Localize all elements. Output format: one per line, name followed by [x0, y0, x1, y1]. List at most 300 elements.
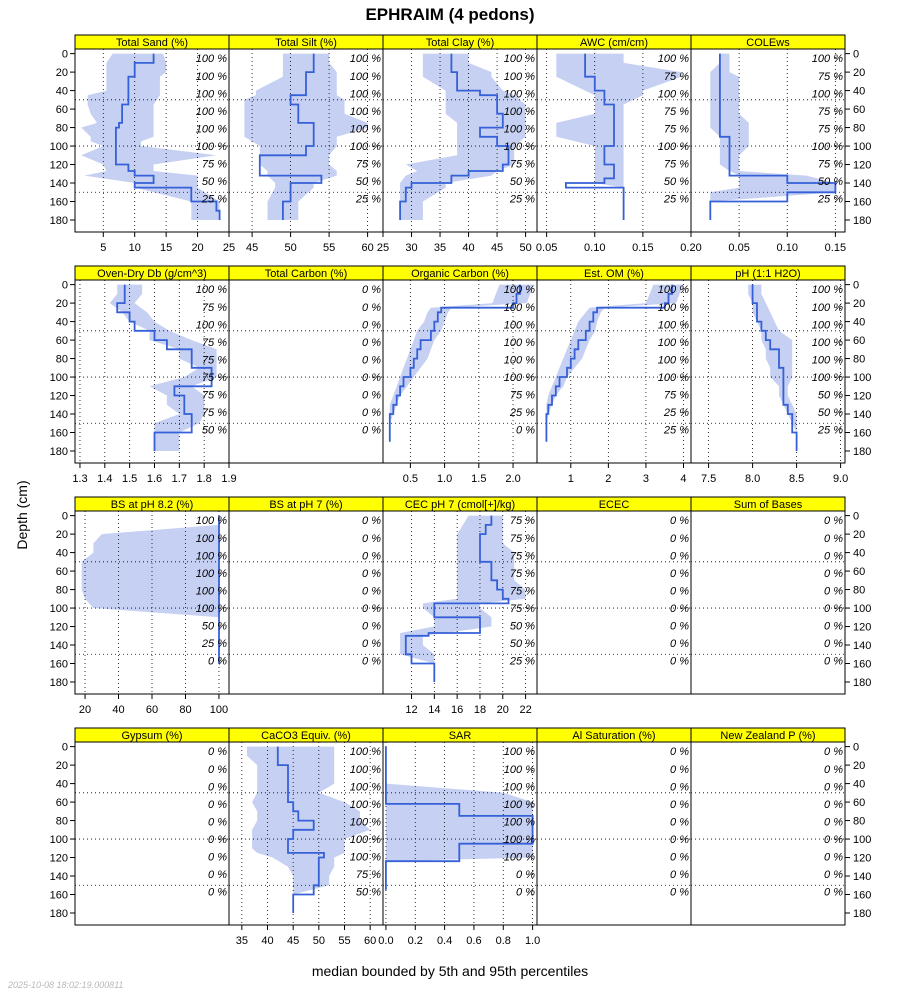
x-tick-label: 40 [261, 935, 274, 947]
x-tick-label: 0.8 [495, 935, 511, 947]
panel-17 [378, 728, 540, 947]
contributing-fraction: 0 % [362, 620, 381, 633]
y-tick-label-left: 120 [49, 390, 68, 403]
contributing-fraction: 100 % [349, 781, 381, 794]
panel-1 [229, 35, 383, 254]
contributing-fraction: 100 % [657, 372, 689, 385]
y-tick-label-right: 80 [853, 815, 866, 828]
contributing-fraction: 100 % [503, 105, 535, 118]
y-tick-label-left: 60 [55, 104, 68, 117]
panel-strip-label: Total Silt (%) [275, 37, 337, 49]
y-tick-label-right: 180 [853, 676, 872, 689]
contributing-fraction: 100 % [811, 336, 843, 349]
contributing-fraction: 0 % [670, 834, 689, 847]
x-tick-label: 60 [364, 935, 377, 947]
y-tick-label-right: 160 [853, 196, 872, 209]
y-tick-label-left: 180 [49, 907, 68, 920]
contributing-fraction: 75 % [509, 532, 535, 545]
x-tick-label: 80 [179, 704, 192, 716]
x-tick-label: 35 [433, 242, 447, 254]
contributing-fraction: 100 % [349, 746, 381, 759]
x-tick-label: 3 [642, 473, 649, 485]
x-tick-label: 1.4 [97, 473, 113, 485]
contributing-fraction: 100 % [503, 781, 535, 794]
contributing-fraction: 0 % [824, 585, 843, 598]
contributing-fraction: 100 % [811, 319, 843, 332]
x-tick-label: 1.0 [436, 473, 453, 485]
y-tick-label-right: 60 [853, 335, 866, 348]
contributing-fraction: 75 % [509, 515, 535, 528]
x-tick-label: 20 [496, 704, 509, 716]
contributing-fraction: 100 % [195, 70, 227, 83]
contributing-fraction: 0 % [670, 638, 689, 651]
x-tick-label: 0.20 [680, 242, 702, 254]
contributing-fraction: 0 % [362, 336, 381, 349]
contributing-fraction: 0 % [516, 869, 535, 882]
contributing-fraction: 100 % [503, 763, 535, 776]
x-tick-label: 22 [519, 704, 532, 716]
y-tick-label-right: 160 [853, 427, 872, 440]
contributing-fraction: 0 % [362, 567, 381, 580]
contributing-fraction: 0 % [824, 655, 843, 668]
panel-strip-label: Total Carbon (%) [264, 268, 348, 280]
contributing-fraction: 75 % [509, 585, 535, 598]
contributing-fraction: 50 % [509, 638, 535, 651]
y-tick-label-left: 40 [55, 547, 68, 560]
x-tick-label: 1.7 [171, 473, 187, 485]
contributing-fraction: 0 % [824, 834, 843, 847]
contributing-fraction: 75 % [509, 550, 535, 563]
contributing-fraction: 75 % [201, 389, 227, 402]
contributing-fraction: 25 % [201, 638, 227, 651]
contributing-fraction: 0 % [670, 550, 689, 563]
panel-border [229, 280, 383, 463]
x-tick-label: 55 [338, 935, 351, 947]
panel-strip-label: Oven-Dry Db (g/cm^3) [97, 268, 207, 280]
y-tick-label-left: 140 [49, 178, 68, 191]
panel-strip-label: pH (1:1 H2O) [735, 268, 801, 280]
panel-strip-label: BS at pH 8.2 (%) [110, 499, 194, 511]
contributing-fraction: 0 % [824, 620, 843, 633]
contributing-fraction: 50 % [817, 407, 843, 420]
contributing-fraction: 0 % [670, 781, 689, 794]
panel-5 [72, 266, 236, 485]
y-tick-label-right: 120 [853, 390, 872, 403]
contributing-fraction: 0 % [208, 869, 227, 882]
x-tick-label: 1.5 [121, 473, 138, 485]
y-tick-label-left: 160 [49, 196, 68, 209]
x-tick-label: 8.5 [788, 473, 805, 485]
x-tick-label: 25 [222, 242, 236, 254]
contributing-fraction: 0 % [670, 655, 689, 668]
contributing-fraction: 50 % [509, 176, 535, 189]
x-tick-label: 35 [235, 935, 248, 947]
y-tick-label-left: 160 [49, 427, 68, 440]
contributing-fraction: 100 % [349, 53, 381, 66]
contributing-fraction: 25 % [509, 193, 535, 206]
y-tick-label-left: 20 [55, 760, 68, 773]
percentile-band [748, 285, 796, 451]
contributing-fraction: 100 % [811, 53, 843, 66]
contributing-fraction: 100 % [811, 284, 843, 297]
contributing-fraction: 100 % [349, 816, 381, 829]
x-tick-label: 1.8 [196, 473, 212, 485]
contributing-fraction: 100 % [349, 105, 381, 118]
contributing-fraction: 0 % [362, 319, 381, 332]
contributing-fraction: 0 % [208, 763, 227, 776]
x-tick-label: 9.0 [832, 473, 849, 485]
contributing-fraction: 100 % [349, 834, 381, 847]
x-tick-label: 0.15 [824, 242, 847, 254]
panel-15 [75, 728, 229, 925]
y-tick-label-right: 180 [853, 445, 872, 458]
panel-border [537, 511, 691, 694]
x-tick-label: 20 [191, 242, 204, 254]
y-tick-label-right: 0 [853, 741, 860, 754]
contributing-fraction: 0 % [824, 746, 843, 759]
y-tick-label-left: 0 [61, 48, 68, 61]
contributing-fraction: 100 % [349, 123, 381, 136]
contributing-fraction: 0 % [670, 816, 689, 829]
x-axis-label: median bounded by 5th and 95th percentiles [311, 963, 589, 979]
contributing-fraction: 100 % [195, 123, 227, 136]
contributing-fraction: 100 % [195, 284, 227, 297]
y-tick-label-right: 0 [853, 510, 860, 523]
x-tick-label: 45 [490, 242, 504, 254]
panel-strip-label: Al Saturation (%) [572, 730, 656, 742]
x-tick-label: 7.5 [700, 473, 717, 485]
contributing-fraction: 100 % [657, 301, 689, 314]
panel-strip-label: SAR [448, 730, 472, 742]
panel-2 [377, 35, 537, 254]
contributing-fraction: 0 % [362, 389, 381, 402]
contributing-fraction: 75 % [663, 123, 689, 136]
contributing-fraction: 0 % [362, 655, 381, 668]
contributing-fraction: 0 % [670, 869, 689, 882]
panel-12 [383, 497, 537, 716]
panel-strip-label: Sum of Bases [733, 499, 803, 511]
contributing-fraction: 100 % [503, 746, 535, 759]
panel-border [537, 742, 691, 925]
contributing-fraction: 100 % [503, 798, 535, 811]
contributing-fraction: 0 % [362, 372, 381, 385]
contributing-fraction: 75 % [509, 158, 535, 171]
contributing-fraction: 0 % [824, 816, 843, 829]
x-tick-label: 0.2 [407, 935, 423, 947]
y-tick-label-right: 40 [853, 778, 866, 791]
contributing-fraction: 0 % [208, 798, 227, 811]
contributing-fraction: 100 % [503, 851, 535, 864]
contributing-fraction: 75 % [201, 158, 227, 171]
contributing-fraction: 0 % [670, 603, 689, 616]
x-tick-label: 8.0 [744, 473, 761, 485]
contributing-fraction: 100 % [811, 372, 843, 385]
x-tick-label: 30 [405, 242, 418, 254]
x-tick-label: 45 [245, 242, 259, 254]
y-tick-label-right: 100 [853, 141, 872, 154]
panel-9 [691, 266, 848, 485]
contributing-fraction: 100 % [195, 585, 227, 598]
y-tick-label-right: 100 [853, 834, 872, 847]
contributing-fraction: 100 % [349, 88, 381, 101]
contributing-fraction: 75 % [201, 407, 227, 420]
contributing-fraction: 75 % [509, 603, 535, 616]
x-tick-label: 1.0 [524, 935, 541, 947]
y-tick-label-right: 0 [853, 279, 860, 292]
x-tick-label: 0.15 [632, 242, 654, 254]
y-tick-label-right: 20 [853, 298, 866, 311]
y-tick-label-right: 160 [853, 889, 872, 902]
panel-border [229, 511, 383, 694]
contributing-fraction: 100 % [503, 834, 535, 847]
contributing-fraction: 0 % [362, 638, 381, 651]
contributing-fraction: 0 % [670, 567, 689, 580]
contributing-fraction: 0 % [824, 638, 843, 651]
panel-13 [537, 497, 691, 694]
contributing-fraction: 25 % [201, 193, 227, 206]
contributing-fraction: 0 % [362, 585, 381, 598]
contributing-fraction: 100 % [195, 319, 227, 332]
x-tick-label: 0.4 [436, 935, 453, 947]
x-tick-label: 60 [145, 704, 159, 716]
x-tick-label: 50 [284, 242, 297, 254]
contributing-fraction: 25 % [509, 655, 535, 668]
x-tick-label: 25 [376, 242, 390, 254]
contributing-fraction: 50 % [355, 886, 381, 899]
contributing-fraction: 75 % [355, 869, 381, 882]
contributing-fraction: 100 % [503, 336, 535, 349]
y-tick-label-right: 20 [853, 760, 866, 773]
panel-0 [75, 35, 235, 254]
y-tick-label-left: 80 [55, 815, 68, 828]
contributing-fraction: 0 % [824, 798, 843, 811]
contributing-fraction: 100 % [657, 354, 689, 367]
panel-3 [536, 35, 702, 254]
y-tick-label-left: 120 [49, 159, 68, 172]
y-tick-label-left: 100 [49, 603, 68, 616]
x-tick-label: 50 [312, 935, 325, 947]
contributing-fraction: 100 % [811, 88, 843, 101]
x-tick-label: 2.0 [505, 473, 521, 485]
y-tick-label-right: 60 [853, 104, 866, 117]
contributing-fraction: 0 % [208, 851, 227, 864]
contributing-fraction: 75 % [201, 354, 227, 367]
x-tick-label: 0.10 [584, 242, 606, 254]
contributing-fraction: 0 % [670, 763, 689, 776]
x-tick-label: 1.3 [72, 473, 88, 485]
y-tick-label-left: 60 [55, 566, 68, 579]
contributing-fraction: 100 % [657, 319, 689, 332]
contributing-fraction: 100 % [349, 141, 381, 154]
contributing-fraction: 75 % [663, 70, 689, 83]
y-tick-label-left: 60 [55, 335, 68, 348]
contributing-fraction: 25 % [663, 407, 689, 420]
contributing-fraction: 0 % [208, 816, 227, 829]
contributing-fraction: 100 % [195, 141, 227, 154]
x-tick-label: 12 [405, 704, 418, 716]
contributing-fraction: 0 % [824, 851, 843, 864]
x-tick-label: 60 [361, 242, 374, 254]
contributing-fraction: 75 % [817, 105, 843, 118]
contributing-fraction: 100 % [503, 88, 535, 101]
x-tick-label: 15 [160, 242, 173, 254]
chart-title: EPHRAIM (4 pedons) [365, 5, 535, 24]
contributing-fraction: 0 % [824, 869, 843, 882]
contributing-fraction: 0 % [362, 515, 381, 528]
contributing-fraction: 0 % [824, 781, 843, 794]
contributing-fraction: 0 % [824, 515, 843, 528]
contributing-fraction: 75 % [509, 389, 535, 402]
contributing-fraction: 0 % [824, 603, 843, 616]
contributing-fraction: 100 % [195, 603, 227, 616]
contributing-fraction: 25 % [355, 193, 381, 206]
contributing-fraction: 0 % [362, 424, 381, 437]
contributing-fraction: 0 % [362, 603, 381, 616]
contributing-fraction: 75 % [663, 158, 689, 171]
contributing-fraction: 75 % [817, 158, 843, 171]
contributing-fraction: 50 % [509, 620, 535, 633]
contributing-fraction: 100 % [811, 301, 843, 314]
y-tick-label-right: 20 [853, 67, 866, 80]
contributing-fraction: 100 % [349, 763, 381, 776]
contributing-fraction: 100 % [195, 105, 227, 118]
panel-strip-label: AWC (cm/cm) [579, 37, 649, 49]
contributing-fraction: 100 % [349, 798, 381, 811]
contributing-fraction: 100 % [503, 354, 535, 367]
panel-strip-label: New Zealand P (%) [720, 730, 816, 742]
x-tick-label: 16 [451, 704, 464, 716]
y-tick-label-right: 80 [853, 584, 866, 597]
x-tick-label: 4 [680, 473, 687, 485]
contributing-fraction: 0 % [824, 763, 843, 776]
y-tick-label-right: 100 [853, 603, 872, 616]
contributing-fraction: 75 % [201, 336, 227, 349]
y-tick-label-left: 120 [49, 621, 68, 634]
y-tick-label-right: 140 [853, 640, 872, 653]
panel-16 [229, 728, 383, 947]
contributing-fraction: 0 % [670, 532, 689, 545]
y-tick-label-right: 140 [853, 871, 872, 884]
y-tick-label-right: 160 [853, 658, 872, 671]
contributing-fraction: 0 % [362, 284, 381, 297]
x-tick-label: 40 [112, 704, 125, 716]
contributing-fraction: 0 % [824, 886, 843, 899]
x-tick-label: 0.0 [378, 935, 394, 947]
contributing-fraction: 0 % [670, 620, 689, 633]
y-tick-label-right: 120 [853, 621, 872, 634]
panel-10 [75, 497, 229, 716]
y-tick-label-left: 60 [55, 797, 68, 810]
contributing-fraction: 100 % [657, 141, 689, 154]
panel-border [691, 742, 845, 925]
contributing-fraction: 100 % [195, 532, 227, 545]
panel-strip-label: Total Clay (%) [425, 37, 495, 49]
x-tick-label: 55 [322, 242, 336, 254]
contributing-fraction: 25 % [817, 193, 843, 206]
x-tick-label: 45 [287, 935, 300, 947]
panel-19 [691, 728, 845, 925]
y-axis-label: Depth (cm) [14, 480, 30, 550]
y-tick-label-left: 140 [49, 640, 68, 653]
y-tick-label-right: 140 [853, 409, 872, 422]
y-tick-label-left: 20 [55, 298, 68, 311]
contributing-fraction: 0 % [516, 424, 535, 437]
contributing-fraction: 100 % [503, 53, 535, 66]
panel-strip-label: BS at pH 7 (%) [269, 499, 343, 511]
contributing-fraction: 100 % [811, 141, 843, 154]
contributing-fraction: 75 % [355, 158, 381, 171]
y-tick-label-right: 100 [853, 372, 872, 385]
contributing-fraction: 0 % [208, 834, 227, 847]
panel-strip-label: COLEws [746, 37, 790, 49]
x-tick-label: 0.6 [466, 935, 482, 947]
contributing-fraction: 100 % [503, 816, 535, 829]
y-tick-label-left: 20 [55, 67, 68, 80]
y-tick-label-left: 100 [49, 141, 68, 154]
y-tick-label-right: 40 [853, 547, 866, 560]
y-tick-label-left: 40 [55, 85, 68, 98]
contributing-fraction: 25 % [663, 193, 689, 206]
contributing-fraction: 0 % [208, 746, 227, 759]
y-tick-label-left: 180 [49, 676, 68, 689]
y-tick-label-left: 40 [55, 316, 68, 329]
timestamp: 2025-10-08 18:02:19.000811 [8, 980, 124, 990]
y-tick-label-left: 160 [49, 889, 68, 902]
x-tick-label: 0.10 [776, 242, 798, 254]
contributing-fraction: 0 % [516, 886, 535, 899]
y-tick-label-right: 40 [853, 85, 866, 98]
contributing-fraction: 25 % [817, 424, 843, 437]
panel-border [75, 742, 229, 925]
x-tick-label: 1.9 [221, 473, 237, 485]
y-tick-label-left: 140 [49, 409, 68, 422]
contributing-fraction: 75 % [201, 301, 227, 314]
y-tick-label-left: 0 [61, 279, 68, 292]
x-tick-label: 2 [605, 473, 612, 485]
contributing-fraction: 100 % [657, 53, 689, 66]
contributing-fraction: 100 % [503, 284, 535, 297]
contributing-fraction: 100 % [503, 123, 535, 136]
contributing-fraction: 0 % [362, 550, 381, 563]
contributing-fraction: 100 % [195, 550, 227, 563]
panel-strip-label: CEC pH 7 (cmol[+]/kg) [404, 499, 516, 511]
y-tick-label-right: 120 [853, 852, 872, 865]
y-tick-label-right: 0 [853, 48, 860, 61]
x-tick-label: 14 [428, 704, 441, 716]
panel-strip-label: ECEC [598, 499, 630, 511]
contributing-fraction: 0 % [208, 781, 227, 794]
panel-strip-label: CaCO3 Equiv. (%) [261, 730, 351, 742]
contributing-fraction: 25 % [509, 407, 535, 420]
percentile-band [556, 54, 681, 220]
panel-border [691, 511, 845, 694]
contributing-fraction: 75 % [509, 567, 535, 580]
contributing-fraction: 100 % [349, 851, 381, 864]
contributing-fraction: 50 % [817, 176, 843, 189]
contributing-fraction: 0 % [208, 886, 227, 899]
contributing-fraction: 100 % [503, 319, 535, 332]
contributing-fraction: 100 % [657, 336, 689, 349]
y-tick-label-left: 180 [49, 445, 68, 458]
contributing-fraction: 100 % [503, 301, 535, 314]
panel-14 [691, 497, 845, 694]
contributing-fraction: 75 % [663, 105, 689, 118]
y-tick-label-left: 0 [61, 741, 68, 754]
panel-11 [229, 497, 383, 694]
y-tick-label-left: 80 [55, 353, 68, 366]
contributing-fraction: 100 % [349, 70, 381, 83]
contributing-fraction: 0 % [362, 407, 381, 420]
